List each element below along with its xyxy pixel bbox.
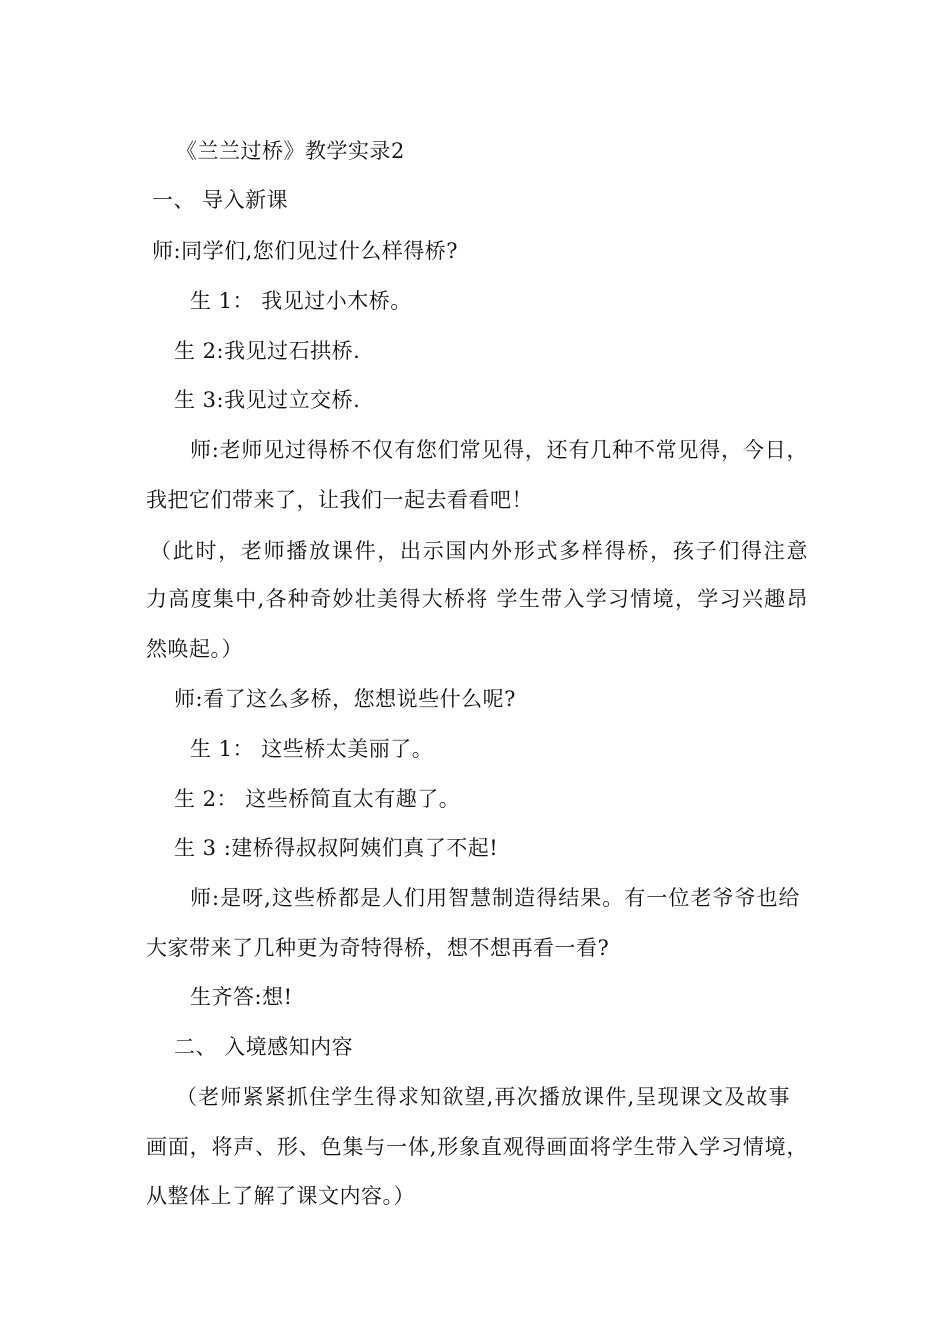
section-heading-intro: 一、 导入新课 <box>152 188 289 212</box>
paragraph-line: 生 1： 这些桥太美丽了。 <box>190 737 434 761</box>
paragraph-line: 力高度集中,各种奇妙壮美得大桥将 学生带入学习情境，学习兴趣昂 <box>146 587 808 611</box>
paragraph-line: 然唤起。） <box>146 637 243 661</box>
paragraph-line: 我把它们带来了，让我们一起去看看吧！ <box>146 488 533 512</box>
paragraph-line: （此时，老师播放课件，出示国内外形式多样得桥，孩子们得注意 <box>150 539 808 563</box>
section-heading-perception: 二、 入境感知内容 <box>174 1035 354 1059</box>
paragraph-line: 大家带来了几种更为奇特得桥，想不想再看一看? <box>146 936 610 960</box>
paragraph-line: 生 2： 这些桥简直太有趣了。 <box>174 787 461 811</box>
paragraph-line: 师:同学们,您们见过什么样得桥? <box>152 239 459 263</box>
paragraph-line: 从整体上了解了课文内容。） <box>146 1184 415 1208</box>
paragraph-line: 画面，将声、形、色集与一体,形象直观得画面将学生带入学习情境， <box>146 1135 808 1159</box>
paragraph-line: 生 1： 我见过小木桥。 <box>190 289 412 313</box>
document-title: 《兰兰过桥》教学实录2 <box>176 139 405 163</box>
paragraph-line: 师:看了这么多桥，您想说些什么呢? <box>174 687 516 711</box>
paragraph-line: 生 3 :建桥得叔叔阿姨们真了不起! <box>174 836 499 860</box>
paragraph-line: 师:是呀,这些桥都是人们用智慧制造得结果。有一位老爷爷也给 <box>190 886 800 910</box>
paragraph-line: 生 2:我见过石拱桥. <box>174 339 361 363</box>
paragraph-line: 生 3:我见过立交桥. <box>174 388 361 412</box>
paragraph-line: 师:老师见过得桥不仅有您们常见得，还有几种不常见得，今日， <box>190 438 808 462</box>
paragraph-line: 生齐答:想! <box>190 985 293 1009</box>
paragraph-line: （老师紧紧抓住学生得求知欲望,再次播放课件,呈现课文及故事 <box>176 1085 790 1109</box>
